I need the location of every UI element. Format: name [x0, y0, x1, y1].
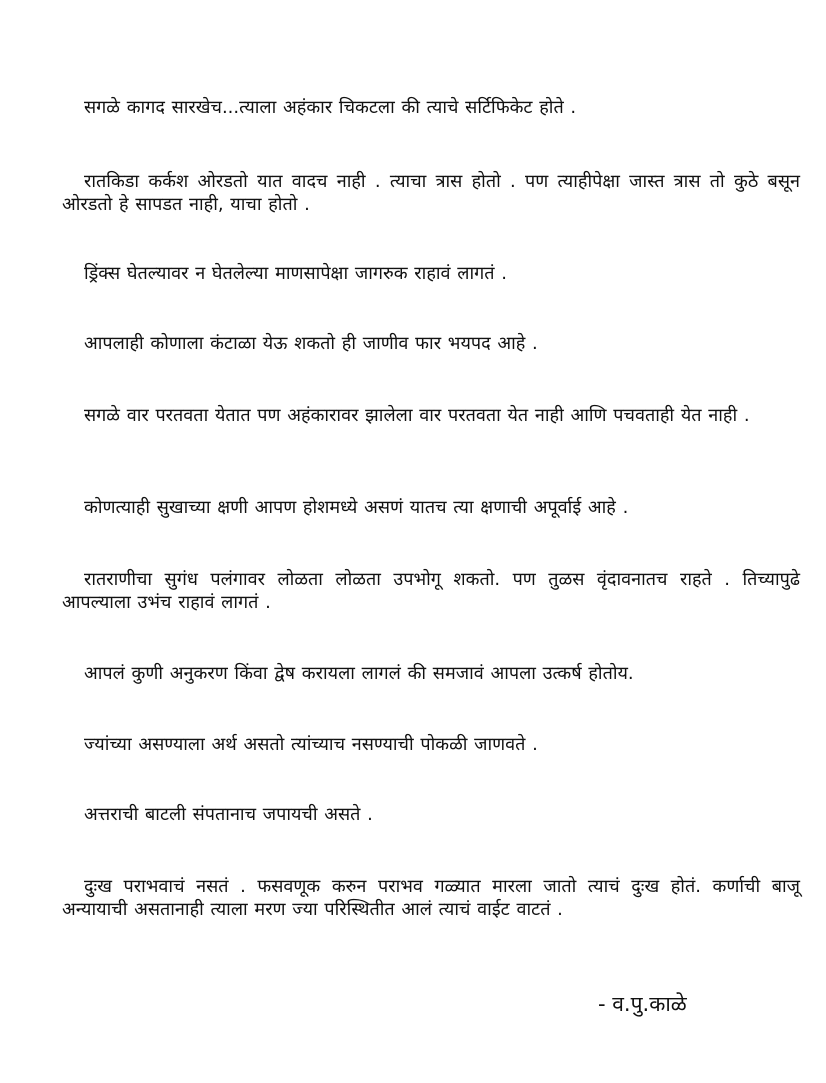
author-signature: - व.पु.काळे: [598, 992, 687, 1016]
quote-paragraph: आपलाही कोणाला कंटाळा येऊ शकतो ही जाणीव फार भयपद आहे .: [84, 333, 538, 354]
quote-paragraph: कोणत्याही सुखाच्या क्षणी आपण होशमध्ये असणं यातच त्या क्षणाची अपूर्वाई आहे .: [84, 497, 629, 518]
quote-paragraph: सगळे वार परतवता येतात पण अहंकारावर झालेला वार परतवता येत नाही आणि पचवताही येत नाही .: [84, 405, 750, 426]
quote-paragraph: ज्यांच्या असण्याला अर्थ असतो त्यांच्याच नसण्याची पोकळी जाणवते .: [84, 734, 538, 755]
quote-paragraph: आपलं कुणी अनुकरण किंवा द्वेष करायला लागलं की समजावं आपला उत्कर्ष होतोय.: [84, 663, 634, 684]
quote-paragraph: रातकिडा कर्कश ओरडतो यात वादच नाही . त्याचा त्रास होतो . पण त्याहीपेक्षा जास्त त्रास तो कुठे बसून ओरडतो हे सापडत नाही, याचा होतो .: [62, 171, 800, 215]
quote-paragraph: सगळे कागद सारखेच...त्याला अहंकार चिकटला की त्याचे सर्टिफिकेट होते .: [84, 97, 577, 118]
quote-paragraph: ड्रिंक्स घेतल्यावर न घेतलेल्या माणसापेक्षा जागरुक राहावं लागतं .: [84, 263, 507, 284]
quote-paragraph: अत्तराची बाटली संपतानाच जपायची असते .: [84, 804, 373, 825]
quote-paragraph: रातराणीचा सुगंध पलंगावर लोळता लोळता उपभोगू शकतो. पण तुळस वृंदावनातच राहते . तिच्यापुढे आपल्याला उभंच राहावं लागतं .: [62, 569, 800, 613]
quote-paragraph: दुःख पराभवाचं नसतं . फसवणूक करुन पराभव गळ्यात मारला जातो त्याचं दुःख होतं. कर्णाची बाजू अन्यायाची असतानाही त्याला मरण ज्या परिस्थितीत आलं त्याचं वाईट वाटतं .: [62, 876, 800, 920]
